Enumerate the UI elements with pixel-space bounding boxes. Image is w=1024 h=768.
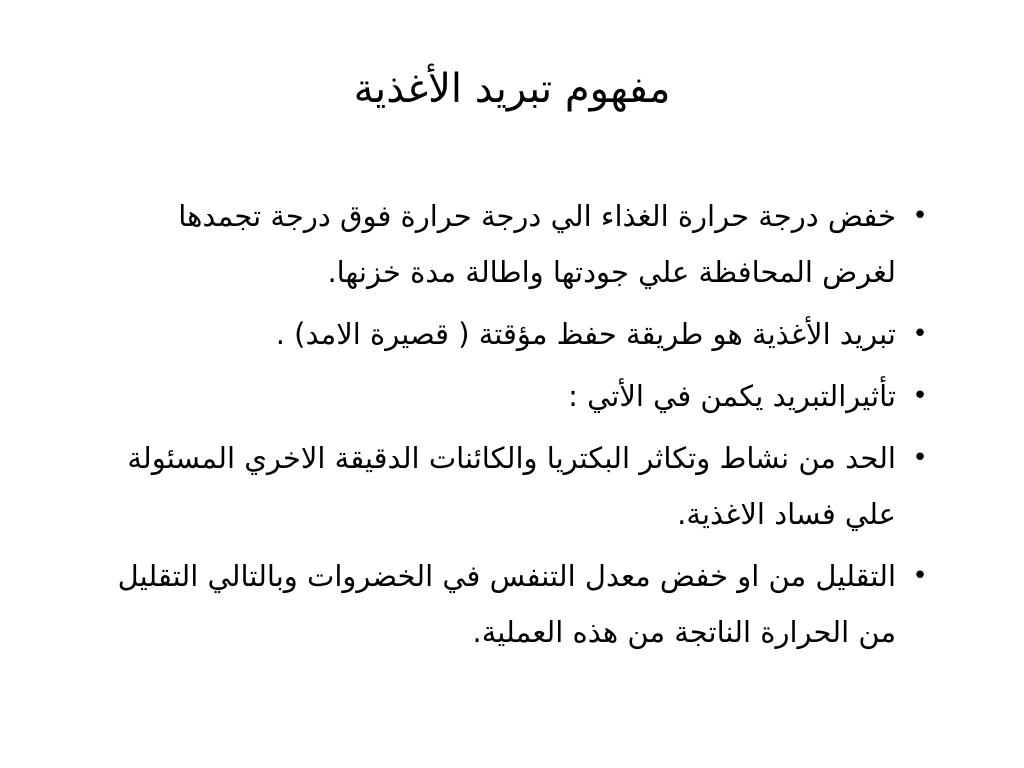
bullet-item-1 [96,188,936,300]
bullet-item-2 [96,306,936,362]
bullet-dot: • [912,561,928,591]
bullet-text: التقليل من او خفض معدل التنفس في الخضروات وبالتالي التقليل من الحرارة الناتجة من هذه العملية. [117,559,896,649]
bullet-item-3 [96,368,936,424]
bullet-dot: • [912,381,928,411]
bullet-list [96,188,936,666]
bullet-text: تبريد الأغذية هو طريقة حفظ مؤقتة ( قصيرة الامد) . [275,317,896,351]
bullet-text: الحد من نشاط وتكاثر البكتريا والكائنات الدقيقة الاخري المسئولة علي فساد الاغذية. [127,441,896,531]
slide-title: مفهوم تبريد الأغذية [353,66,671,112]
bullet-dot: • [912,319,928,349]
bullet-item-4 [96,430,936,542]
bullet-item-5 [96,548,936,660]
bullet-text: تأثيرالتبريد يكمن في الأتي : [568,379,896,413]
bullet-text: خفض درجة حرارة الغذاء الي درجة حرارة فوق درجة تجمدها لغرض المحافظة علي جودتها واطالة مدة خزنها. [178,199,896,289]
bullet-dot: • [912,443,928,473]
bullet-dot: • [912,201,928,231]
